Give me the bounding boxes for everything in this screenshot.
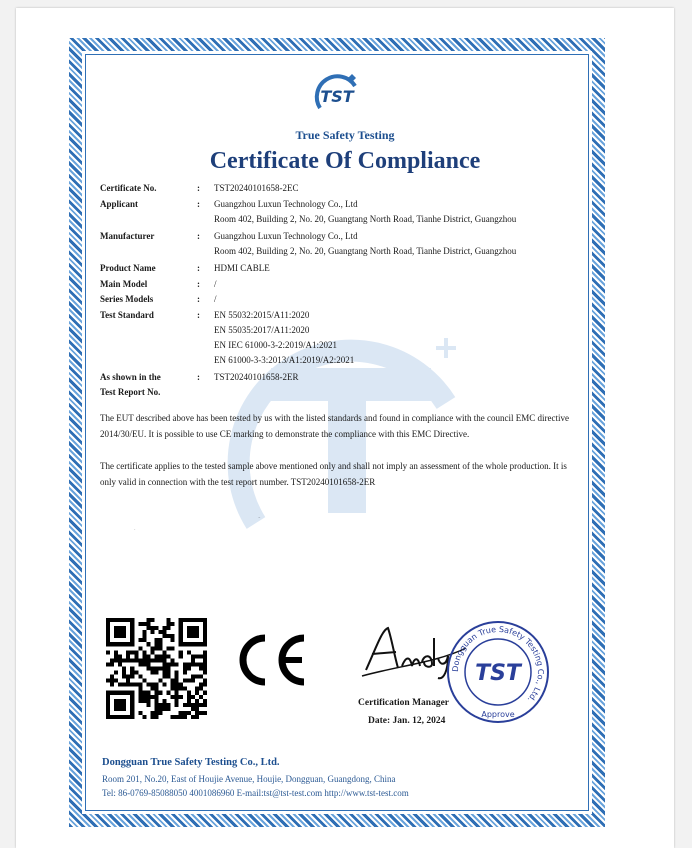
footer-contact: Tel: 86-0769-85088050 4001086960 E-mail:tst@tst-test.com http://www.tst-test.com — [102, 788, 409, 798]
certificate-page — [16, 8, 674, 848]
stamp-bottom-text: Approve — [481, 710, 515, 719]
scope-paragraph: The certificate applies to the tested sample above mentioned only and shall not imply an assessment of the whole production. It is only valid in connection with the test report number. TST20240101658-2ER — [100, 461, 567, 487]
manufacturer-label: Manufacturer — [100, 231, 155, 241]
main-model-value: / — [214, 279, 217, 289]
colon: : — [197, 310, 200, 320]
main-model-label: Main Model — [100, 279, 148, 289]
qr-code-icon — [106, 618, 207, 719]
stamp-ring-text: Dongguan True Safety Testing Co., Ltd. — [450, 624, 546, 705]
stamp-center-text: TST — [475, 661, 521, 686]
signature-role: Certification Manager — [358, 698, 450, 708]
signature-name: Andy — [258, 518, 261, 519]
colon: : — [197, 183, 200, 193]
certificate-title: Certificate Of Compliance — [209, 148, 481, 174]
applicant-label: Applicant — [100, 199, 139, 209]
product-name-value: HDMI CABLE — [214, 263, 270, 273]
applicant-name: Guangzhou Luxun Technology Co., Ltd — [214, 199, 358, 209]
product-name-label: Product Name — [100, 263, 156, 273]
cert-no-value: TST20240101658-2EC — [214, 183, 299, 193]
test-standard-item: EN 55035:2017/A11:2020 — [214, 325, 310, 335]
colon: : — [197, 263, 200, 273]
manufacturer-name: Guangzhou Luxun Technology Co., Ltd — [214, 231, 358, 241]
colon: : — [197, 279, 200, 289]
brand-name: True Safety Testing — [295, 128, 395, 142]
compliance-paragraph: The EUT described above has been tested by us with the listed standards and found in compliance with the council EMC directive 2014/30/EU. It is possible to use CE marking to demonstrate the compliance with this EMC Directive. — [100, 413, 569, 439]
signature-date: Date: Jan. 12, 2024 — [368, 716, 446, 726]
report-label-line2: Test Report No. — [100, 387, 161, 397]
test-standard-label: Test Standard — [100, 310, 154, 320]
test-standard-item: EN IEC 61000-3-2:2019/A1:2021 — [214, 340, 337, 350]
series-models-value: / — [214, 294, 217, 304]
ce-mark-icon — [134, 530, 308, 690]
report-number-value: TST20240101658-2ER — [214, 372, 299, 382]
colon: : — [197, 231, 200, 241]
colon: : — [197, 199, 200, 209]
report-label-line1: As shown in the — [100, 372, 161, 382]
test-standard-item: EN 61000-3-3:2013/A1:2019/A2:2021 — [214, 355, 355, 365]
manufacturer-address: Room 402, Building 2, No. 20, Guangtang North Road, Tianhe District, Guangzhou — [214, 246, 517, 256]
footer-address: Room 201, No.20, East of Houjie Avenue, Houjie, Dongguan, Guangdong, China — [102, 774, 396, 784]
tst-logo-icon — [312, 70, 362, 120]
approval-stamp-icon — [446, 620, 550, 724]
colon: : — [197, 294, 200, 304]
footer-company: Dongguan True Safety Testing Co., Ltd. — [102, 757, 280, 768]
ce-mark-text: CE — [134, 530, 136, 531]
series-models-label: Series Models — [100, 294, 154, 304]
colon: : — [197, 372, 200, 382]
logo-text: TST — [320, 87, 354, 106]
cert-no-label: Certificate No. — [100, 183, 157, 193]
test-standard-item: EN 55032:2015/A11:2020 — [214, 310, 310, 320]
applicant-address: Room 402, Building 2, No. 20, Guangtang North Road, Tianhe District, Guangzhou — [214, 214, 517, 224]
